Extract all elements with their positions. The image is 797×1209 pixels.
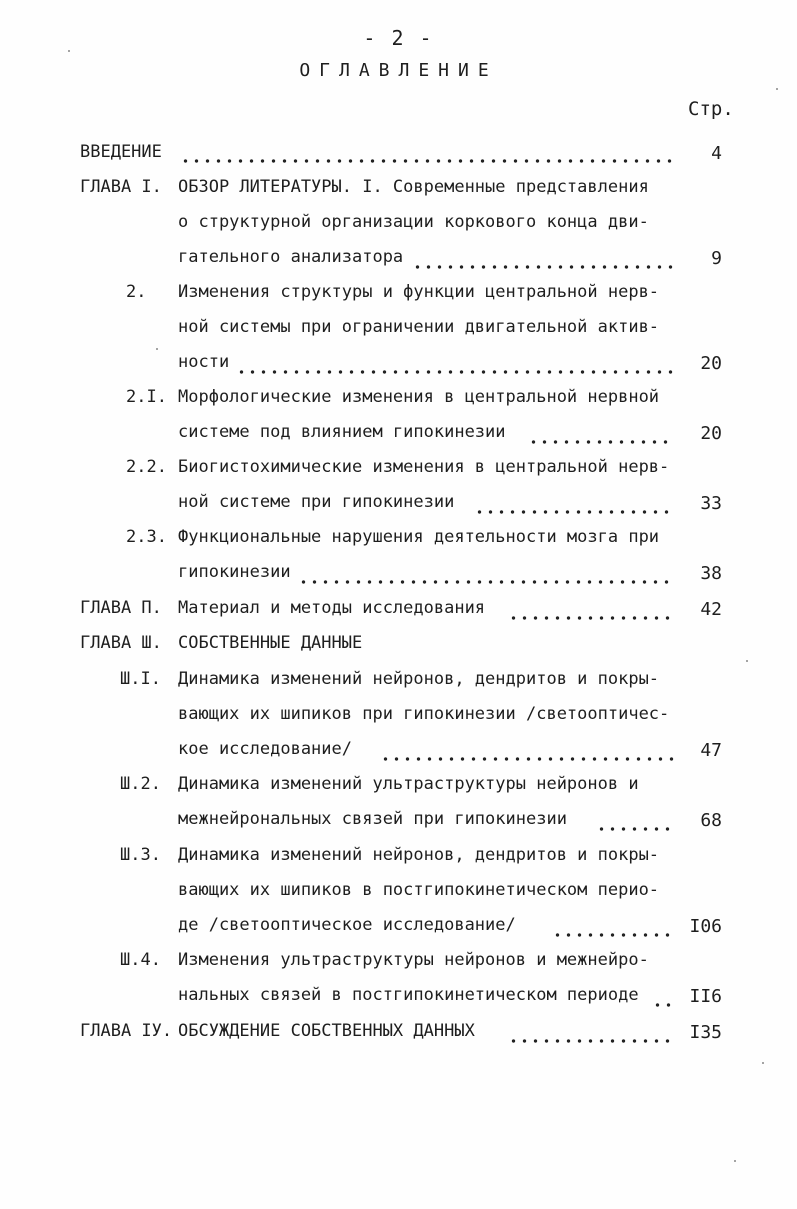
scan-speck [746, 660, 748, 662]
toc-text-line: Морфологические изменения в центральной нервной [178, 387, 660, 407]
pages-column-label: Стр. [688, 98, 734, 120]
toc-page: 9 [711, 248, 722, 269]
toc-text-line: Динамика изменений нейронов, дендритов и покры- [178, 669, 660, 689]
toc-text-line: межнейрональных связей при гипокинезии [178, 809, 567, 829]
toc-label: 2.2. [126, 457, 167, 477]
page-title: ОГЛАВЛЕНИЕ [299, 60, 498, 81]
scan-speck [776, 88, 778, 90]
dot-leader [552, 919, 674, 939]
toc-label: 2.I. [126, 387, 167, 407]
toc-text-line: ной системе при гипокинезии [178, 492, 455, 512]
toc-page: II6 [689, 986, 722, 1007]
toc-page: 42 [700, 599, 722, 620]
toc-text-line: гипокинезии [178, 562, 291, 582]
toc-label: 2.3. [126, 527, 167, 547]
scan-speck [156, 348, 158, 350]
toc-text-line: о структурной организации коркового конца дви- [178, 212, 649, 232]
dot-leader [380, 743, 674, 763]
toc-text-line: вающих их шипиков при гипокинезии /светооптичес- [178, 704, 670, 724]
toc-text-line: Функциональные нарушения деятельности мозга при [178, 527, 660, 547]
toc-page: 20 [700, 353, 722, 374]
toc-text-line: ной системы при ограничении двигательной актив- [178, 317, 660, 337]
toc-text-line: де /светооптическое исследование/ [178, 915, 516, 935]
toc-text-line: Материал и методы исследования [178, 598, 486, 618]
toc-label: Ш.I. [120, 669, 161, 689]
dot-leader [412, 251, 674, 271]
toc-label: ГЛАВА I. [80, 177, 162, 197]
dot-leader [596, 813, 674, 833]
scan-speck [762, 1062, 764, 1064]
toc-text-line: кое исследование/ [178, 739, 352, 759]
toc-label: ГЛАВА IУ. [80, 1021, 173, 1041]
dot-leader [508, 1025, 674, 1045]
toc-label: ВВЕДЕНИЕ [80, 142, 162, 162]
toc-page: 47 [700, 740, 722, 761]
toc-label: Ш.4. [120, 950, 161, 970]
dot-leader [298, 566, 674, 586]
toc-text-line: нальных связей в постгипокинетическом периоде [178, 985, 639, 1005]
toc-label: Ш.2. [120, 774, 161, 794]
toc-label: ГЛАВА П. [80, 598, 162, 618]
toc-label: 2. [126, 282, 147, 302]
dot-leader [236, 356, 674, 376]
toc-text-line: Изменения ультраструктуры нейронов и межнейро- [178, 950, 649, 970]
toc-text-line: ности [178, 352, 230, 372]
toc-page: 33 [700, 493, 722, 514]
toc-text-line: СОБСТВЕННЫЕ ДАННЫЕ [178, 633, 363, 653]
dot-leader [474, 496, 674, 516]
toc-text-line: гательного анализатора [178, 247, 404, 267]
dot-leader [528, 426, 674, 446]
toc-text-line: Динамика изменений нейронов, дендритов и покры- [178, 845, 660, 865]
toc-text-line: ОБЗОР ЛИТЕРАТУРЫ. I. Современные представления [178, 177, 649, 197]
toc-text-line: Динамика изменений ультраструктуры нейронов и [178, 774, 639, 794]
toc-page: I35 [689, 1022, 722, 1043]
scan-speck [68, 50, 70, 52]
toc-page: 20 [700, 423, 722, 444]
toc-page: 4 [711, 143, 722, 164]
dot-leader [508, 602, 674, 622]
dot-leader [180, 145, 674, 165]
toc-text-line: вающих их шипиков в постгипокинетическом перио- [178, 880, 660, 900]
toc-text-line: ОБСУЖДЕНИЕ СОБСТВЕННЫХ ДАННЫХ [178, 1021, 475, 1041]
toc-label: ГЛАВА Ш. [80, 633, 162, 653]
toc-page: 38 [700, 563, 722, 584]
toc-label: Ш.3. [120, 845, 161, 865]
page-number: - 2 - [363, 26, 434, 50]
toc-page: 68 [700, 810, 722, 831]
scan-speck [734, 1160, 736, 1162]
toc-text-line: системе под влиянием гипокинезии [178, 422, 506, 442]
toc-text-line: Биогистохимические изменения в центральной нерв- [178, 457, 670, 477]
toc-text-line: Изменения структуры и функции центральной нерв- [178, 282, 660, 302]
toc-page: I06 [689, 916, 722, 937]
